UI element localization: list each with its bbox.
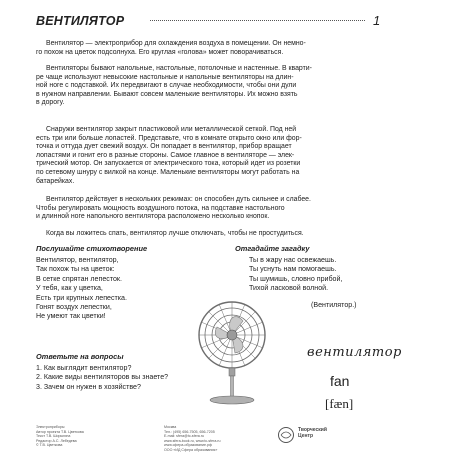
riddle-line: Ты уснуть нам помогаешь. xyxy=(249,265,337,274)
poem-line: У тебя, как у цветка, xyxy=(36,284,103,293)
title-leader-dots xyxy=(150,20,365,21)
footer-line: Электроприборы xyxy=(36,425,65,429)
paragraph-line: точка и оттуда дует свежий воздух. Он попадает в вентилятор, прибор вращает xyxy=(36,143,292,151)
question-item: 2. Какие виды вентиляторов вы знаете? xyxy=(36,373,169,382)
question-item: 1. Как выглядит вентилятор? xyxy=(36,364,132,372)
poem-line: Гонят воздух лепестки, xyxy=(36,303,112,312)
paragraph-line: есть три или больше лопастей. Представьте, что в комнате открыто окно или фор- xyxy=(36,134,302,142)
riddle-heading: Отгадайте загадку xyxy=(235,244,310,253)
footer-line: ООО «ИД Сфера образования» xyxy=(164,447,218,452)
paragraph-line: Когда вы ложитесь спать, вентилятор лучше отключать, чтобы не простудиться. xyxy=(46,230,304,237)
vocab-russian-script: вентилятор xyxy=(307,345,402,360)
poem-text xyxy=(36,256,127,322)
paragraph xyxy=(36,196,416,222)
paragraph-line: ной ноге с подставкой. Их передвигают в случае необходимости, чтобы они дули xyxy=(36,82,297,90)
riddle-line: Ты в жару нас освежаешь. xyxy=(249,256,337,264)
footer-line: Автор проекта Т.В. Цветкова xyxy=(36,429,84,434)
poem-line: Вентилятор, вентилятор, xyxy=(36,256,119,264)
paragraph-line: батарейках. xyxy=(36,177,75,185)
fan-illustration xyxy=(183,299,281,405)
footer-credits xyxy=(36,425,84,448)
paragraph-line: трический мотор. Он запускается от электрического тока, который идет из розетки xyxy=(36,160,301,168)
paragraph-line: Вентилятор действует в нескольких режимах: он способен дуть сильнее и слабее. xyxy=(46,196,311,203)
paragraph-line: Чтобы регулировать мощность воздушного потока, на подставке настольного xyxy=(36,204,285,212)
paragraph xyxy=(36,126,416,186)
footer-line: Москва xyxy=(164,425,177,429)
paragraph xyxy=(36,65,416,108)
footer-line: Текст Т.В. Шорыгина xyxy=(36,434,71,439)
paragraph-line: лопастями и гонит его в разные стороны. Самое главное в вентиляторе — элек- xyxy=(36,151,295,159)
paragraph-line: и длинной ноге напольного вентилятора расположено несколько кнопок. xyxy=(36,213,270,221)
footer-line: E-mail: sfera@tc-sfera.ru xyxy=(164,434,204,439)
questions-list xyxy=(36,364,168,392)
paragraph xyxy=(36,230,416,239)
poem-heading: Послушайте стихотворение xyxy=(36,244,148,253)
footer xyxy=(36,425,416,452)
riddle-answer: (Вентилятор.) xyxy=(311,301,357,309)
paragraph xyxy=(36,40,416,57)
footer-line: Редактор А.С. Лебедева xyxy=(36,438,77,443)
footer-line: www.sfera-book.ru, www.tc-sfera.ru xyxy=(164,438,221,443)
riddle-line: Ты шумишь, словно прибой, xyxy=(249,274,343,283)
footer-line: Тел.: (495) 656-7505, 656-7205 xyxy=(164,429,215,434)
paragraph-line: ре чаще используют невысокие настольные и напольные вентиляторы на длин- xyxy=(36,73,294,81)
poem-line: Не умеют так цветки! xyxy=(36,312,106,321)
poem-line: Так похож ты на цветок: xyxy=(36,265,115,274)
footer-line: www.сфера-образование.рф xyxy=(164,443,212,448)
paragraph-line: по сетевому шнуру с вилкой на конце. Маленькие вентиляторы могут работать на xyxy=(36,168,300,176)
publisher-logo-icon xyxy=(276,426,296,444)
paragraph-line: Снаружи вентилятор закрыт пластиковой или металлической сеткой. Под ней xyxy=(46,126,297,133)
question-item: 3. Зачем он нужен в хозяйстве? xyxy=(36,382,141,391)
paragraph-line: в дорогу. xyxy=(36,99,65,107)
poem-line: В сетке спрятан лепесток. xyxy=(36,274,123,283)
logo-text-line: Творческий xyxy=(298,427,327,433)
riddle-text xyxy=(249,256,342,294)
logo-text-line: Центр xyxy=(298,433,314,439)
vocab-transcription: [fæn] xyxy=(325,396,354,411)
page-number: 1 xyxy=(373,13,381,28)
riddle-line: Тихой ласковой волной. xyxy=(249,284,329,293)
paragraph-line: го похож на цветок подсолнуха. Его круглая «голова» может поворачиваться. xyxy=(36,48,284,56)
paragraph-line: в нужном направлении. Бывают совсем маленькие вентиляторы. Их можно взять xyxy=(36,90,298,98)
footer-line: © Т.В. Цветкова xyxy=(36,443,63,448)
footer-contacts xyxy=(164,425,221,453)
paragraph-line: Вентиляторы бывают напольные, настольные, потолочные и настенные. В кварти- xyxy=(46,65,312,72)
questions-heading: Ответьте на вопросы xyxy=(36,352,124,361)
paragraph-line: Вентилятор — электроприбор для охлаждения воздуха в помещении. Он немно- xyxy=(46,40,306,47)
poem-line: Есть три крупных лепестка. xyxy=(36,293,127,302)
page-title: ВЕНТИЛЯТОР xyxy=(36,14,125,28)
vocab-english: fan xyxy=(330,373,350,389)
publisher-logo-text xyxy=(298,427,327,439)
